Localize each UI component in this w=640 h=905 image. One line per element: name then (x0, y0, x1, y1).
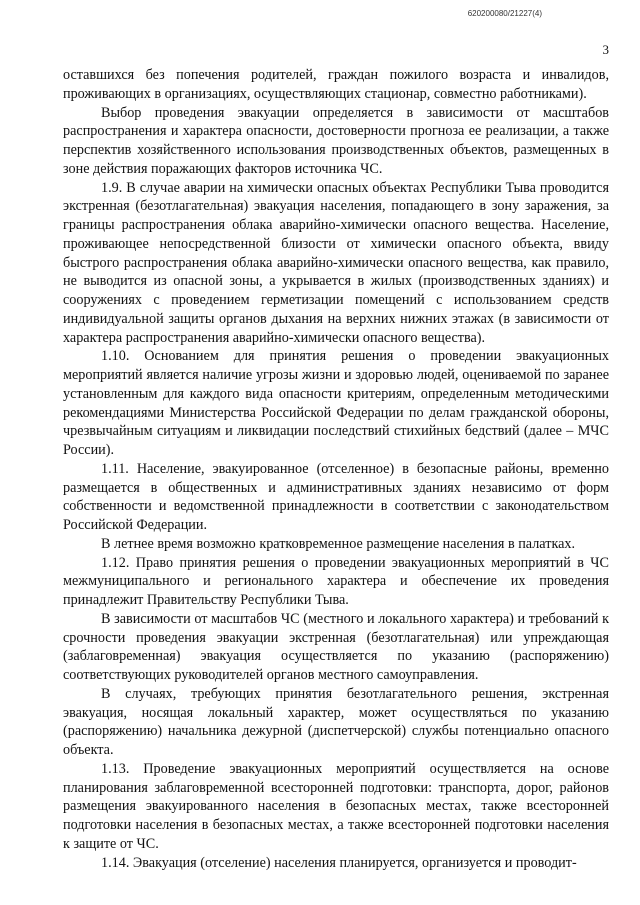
paragraph: оставшихся без попечения родителей, граждан пожилого возраста и инвалидов, проживающих в организациях, осуществляющих стационар, совместно работниками). (63, 67, 609, 102)
paragraph: 1.12. Право принятия решения о проведении эвакуационных мероприятий в ЧС межмуниципального и регионального характера и обеспечение их проведения принадлежит Правительству Республики Тыва. (63, 554, 609, 608)
document-body (63, 66, 609, 872)
document-code: 620200080/21227(4) (467, 9, 542, 18)
paragraph: 1.9. В случае аварии на химически опасных объектах Республики Тыва проводится экстренная (безотлагательная) эвакуация населения, попадающего в зону заражения, за границы распространения облака аварийно-химически опасного вещества. Население, проживающее непосредственной близости от химически опасного объекта, ввиду быстрого распространения облака аварийно-химически опасного вещества, как правило, не выводится из опасной зоны, а укрывается в жилых (производственных зданиях) и сооружениях с проведением герметизации помещений с использованием средств индивидуальной защиты органов дыхания на верхних нижних этажах (в зависимости от характера распространения аварийно-химически опасного вещества). (63, 179, 609, 346)
paragraph: В зависимости от масштабов ЧС (местного и локального характера) и требований к срочности проведения эвакуации экстренная (безотлагательная) или упреждающая (заблаговременная) эвакуация осуществляется по указанию (распоряжению) соответствующих руководителей органов местного самоуправления. (63, 610, 609, 683)
paragraph: Выбор проведения эвакуации определяется в зависимости от масштабов распространения и характера опасности, достоверности прогноза ее реализации, а также перспектив хозяйственного использования производственных объектов, размещенных в зоне действия поражающих факторов источника ЧС. (63, 104, 609, 177)
paragraph: В летнее время возможно кратковременное размещение населения в палатках. (101, 535, 576, 552)
paragraph: 1.11. Население, эвакуированное (отселенное) в безопасные районы, временно размещается в общественных и административных зданиях независимо от форм собственности и ведомственной принадлежности в соответствии с законодательством Российской Федерации. (63, 460, 609, 533)
paragraph: В случаях, требующих принятия безотлагательного решения, экстренная эвакуация, носящая локальный характер, может осуществляться по указанию (распоряжению) начальника дежурной (диспетчерской) службы потенциально опасного объекта. (63, 685, 609, 758)
page-number: 3 (602, 42, 609, 57)
paragraph: 1.10. Основанием для принятия решения о проведении эвакуационных мероприятий является наличие угрозы жизни и здоровью людей, оцениваемой по заранее установленным для каждого вида опасности критериям, определенным методическими рекомендациями Министерства Российской Федерации по делам гражданской обороны, чрезвычайным ситуациям и ликвидации последствий стихийных бедствий (далее – МЧС России). (63, 348, 609, 458)
paragraph: 1.14. Эвакуация (отселение) населения планируется, организуется и проводит- (101, 854, 577, 871)
paragraph: 1.13. Проведение эвакуационных мероприятий осуществляется на основе планирования заблаговременной всесторонней подготовки: транспорта, дорог, районов размещения эвакуированного населения в безопасных местах, также всесторонней подготовки населения в безопасных местах, а также всесторонней подготовки населения к защите от ЧС. (63, 760, 609, 852)
